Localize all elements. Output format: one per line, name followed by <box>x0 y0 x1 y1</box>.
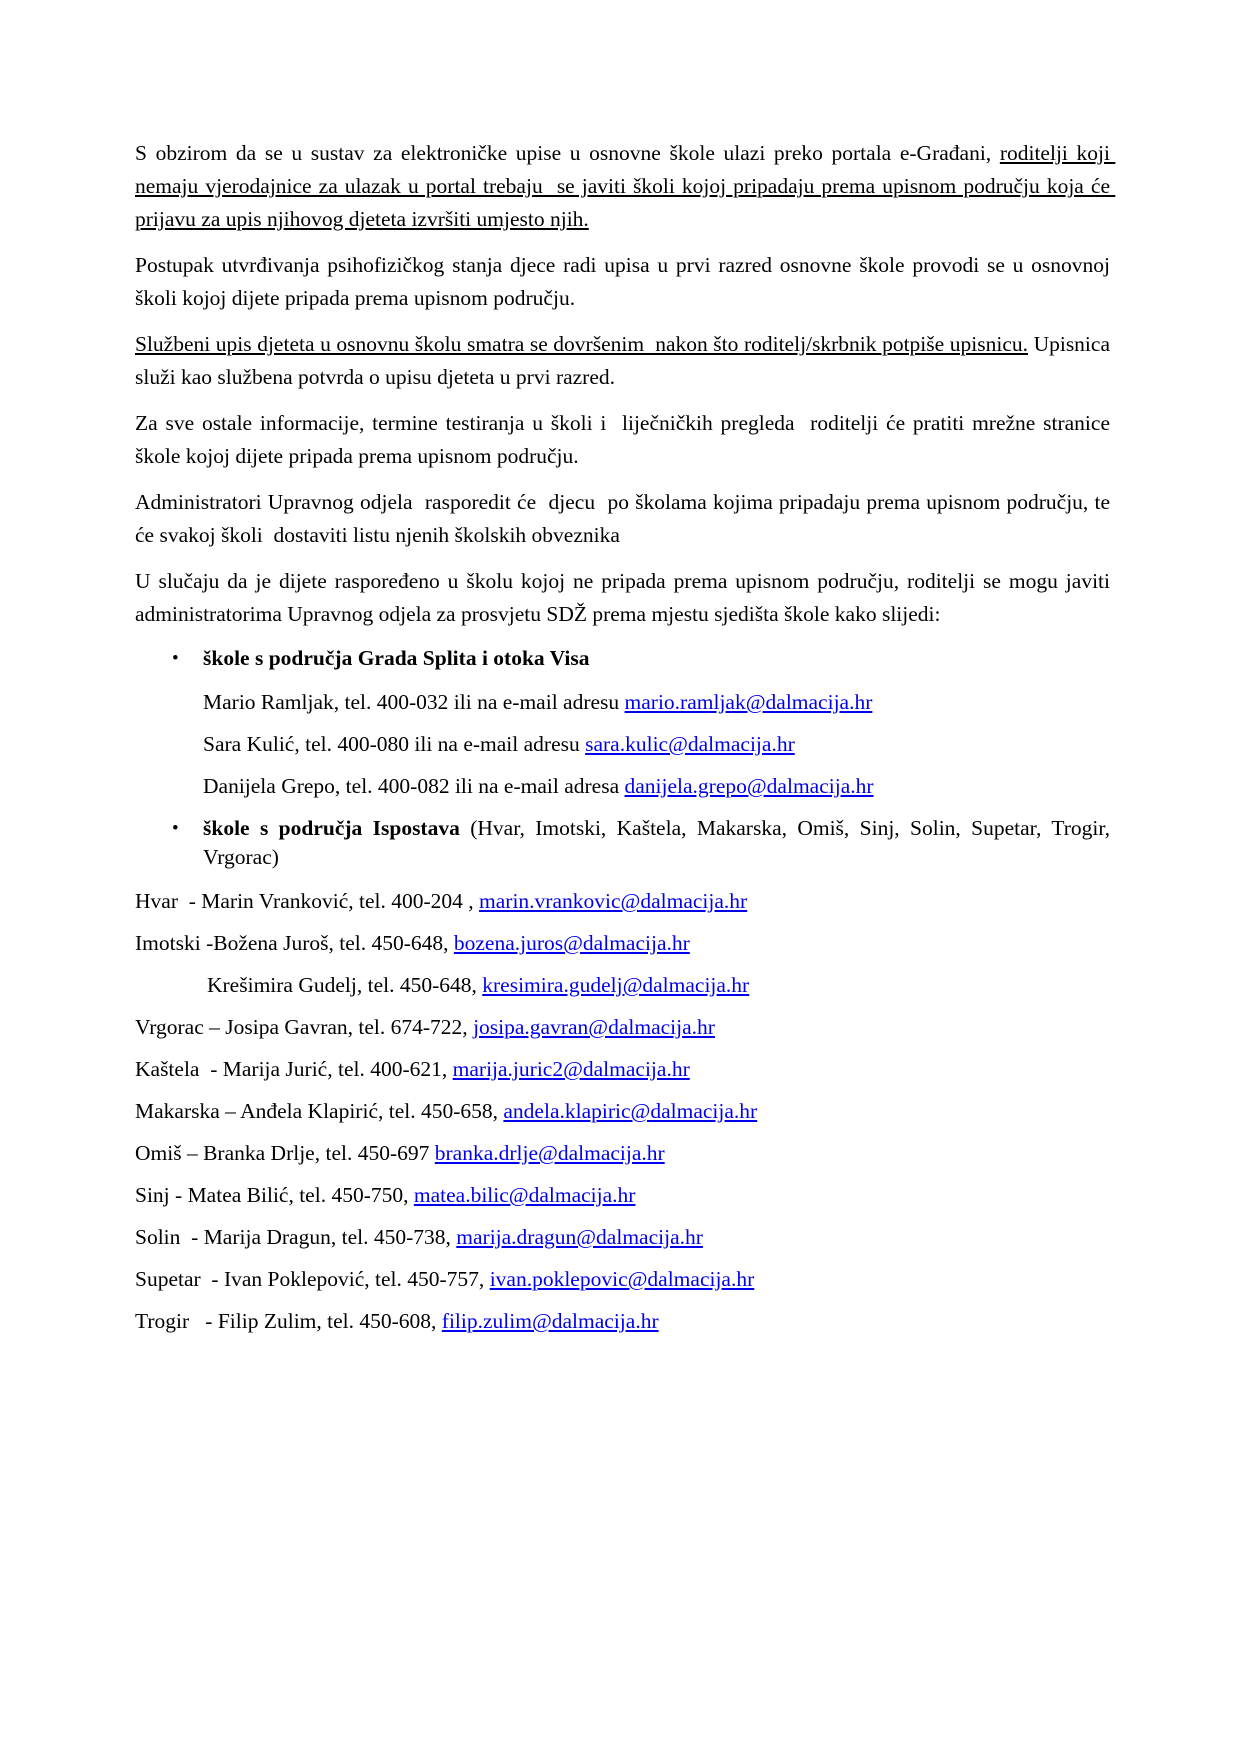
email-link[interactable]: filip.zulim@dalmacija.hr <box>441 1309 659 1333</box>
contact-text: Makarska – Anđela Klapirić, tel. 450-658, <box>135 1099 504 1123</box>
contact-line <box>203 688 1110 716</box>
bullet-text <box>203 814 1115 872</box>
contact-line <box>135 1223 1110 1251</box>
paragraph-administratori: Administratori Upravnog odjela rasporedit će djecu po školama kojima pripadaju prema upisnom području, te će svakoj školi dostaviti listu njenih školskih obveznika <box>135 490 1116 547</box>
contact-text: Krešimira Gudelj, tel. 450-648, <box>207 973 483 997</box>
contact-text: Vrgorac – Josipa Gavran, tel. 674-722, <box>135 1015 474 1039</box>
email-link[interactable]: ivan.poklepovic@dalmacija.hr <box>489 1267 755 1291</box>
bullet-list <box>135 644 1115 872</box>
contact-line <box>135 1139 1110 1167</box>
contact-text: Hvar - Marin Vranković, tel. 400-204 , <box>135 889 480 913</box>
bullet-item <box>135 644 1110 673</box>
email-link[interactable]: andela.klapiric@dalmacija.hr <box>503 1099 758 1123</box>
contact-line <box>135 1055 1110 1083</box>
contact-line <box>135 929 1110 957</box>
paragraph-intro-underlined-text: roditelji koji nemaju vjerodajnice za ulazak u portal trebaju se javiti školi kojoj pripadaju prema upisnom području koja će prijavu za upis njihovog djeteta izvršiti umjesto njih. <box>135 141 1116 231</box>
contact-line <box>135 1097 1110 1125</box>
paragraph-intro-text: S obzirom da se u sustav za elektroničke upise u osnovne škole ulazi preko portala e-Građani, <box>135 141 1000 165</box>
contact-text: Solin - Marija Dragun, tel. 450-738, <box>135 1225 457 1249</box>
paragraph-sluzbeni-upis-rest: Upisnica služi kao službena potvrda o upisu djeteta u prvi razred. <box>135 332 1116 389</box>
contact-line <box>135 887 1110 915</box>
contact-text: Mario Ramljak, tel. 400-032 ili na e-mail adresu <box>203 690 625 714</box>
email-link[interactable]: marija.dragun@dalmacija.hr <box>456 1225 703 1249</box>
contact-text: Supetar - Ivan Poklepović, tel. 450-757, <box>135 1267 490 1291</box>
bullet-text <box>203 644 1110 673</box>
email-link[interactable]: marija.juric2@dalmacija.hr <box>452 1057 690 1081</box>
contact-text: Trogir - Filip Zulim, tel. 450-608, <box>135 1309 442 1333</box>
contact-line <box>135 1265 1110 1293</box>
bullet-title: škole s područja Grada Splita i otoka Visa <box>203 646 590 670</box>
paragraph-u-slucaju: U slučaju da je dijete raspoređeno u školu kojoj ne pripada prema upisnom području, roditelji se mogu javiti administratorima Upravnog odjela za prosvjetu SDŽ prema mjestu sjedišta škole kako slijedi: <box>135 569 1116 626</box>
paragraph-intro <box>135 137 1116 236</box>
contact-text: Sara Kulić, tel. 400-080 ili na e-mail adresu <box>203 732 586 756</box>
contact-line <box>203 730 1110 758</box>
contact-text: Imotski -Božena Juroš, tel. 450-648, <box>135 931 454 955</box>
contact-line <box>203 772 1110 800</box>
branch-contact-list <box>135 887 1110 1335</box>
email-link[interactable]: danijela.grepo@dalmacija.hr <box>624 774 874 798</box>
contact-line <box>135 1307 1110 1335</box>
contact-text: Kaštela - Marija Jurić, tel. 400-621, <box>135 1057 453 1081</box>
paragraph-ostale-informacije: Za sve ostale informacije, termine testiranja u školi i liječničkih pregleda roditelji će pratiti mrežne stranice škole kojoj dijete pripada prema upisnom području. <box>135 411 1116 468</box>
bullet-icon: • <box>172 648 179 669</box>
email-link[interactable]: bozena.juros@dalmacija.hr <box>453 931 690 955</box>
email-link[interactable]: matea.bilic@dalmacija.hr <box>413 1183 636 1207</box>
bullet-item <box>135 814 1115 872</box>
paragraph-sluzbeni-upis-underlined-text: Službeni upis djeteta u osnovnu školu smatra se dovršenim nakon što roditelj/skrbnik potpiše upisnicu. <box>135 332 1028 356</box>
contact-text: Sinj - Matea Bilić, tel. 450-750, <box>135 1183 414 1207</box>
bullet-title: škole s područja Ispostava <box>203 816 460 840</box>
contact-text: Omiš – Branka Drlje, tel. 450-697 <box>135 1141 435 1165</box>
email-link[interactable]: josipa.gavran@dalmacija.hr <box>473 1015 715 1039</box>
bullet-icon: • <box>172 818 179 839</box>
email-link[interactable]: sara.kulic@dalmacija.hr <box>585 732 795 756</box>
bullet-title-rest: (Hvar, Imotski, Kaštela, Makarska, Omiš, Sinj, Solin, Supetar, Trogir, Vrgorac) <box>203 816 1115 869</box>
email-link[interactable]: mario.ramljak@dalmacija.hr <box>624 690 873 714</box>
paragraph-psihofizicko-stanje: Postupak utvrđivanja psihofizičkog stanja djece radi upisa u prvi razred osnovne škole provodi se u osnovnoj školi kojoj dijete pripada prema upisnom području. <box>135 253 1116 310</box>
contact-text: Danijela Grepo, tel. 400-082 ili na e-mail adresa <box>203 774 625 798</box>
email-link[interactable]: kresimira.gudelj@dalmacija.hr <box>482 973 750 997</box>
paragraph-sluzbeni-upis <box>135 328 1116 394</box>
contact-line <box>135 1181 1110 1209</box>
email-link[interactable]: branka.drlje@dalmacija.hr <box>434 1141 665 1165</box>
contact-line <box>207 971 1110 999</box>
email-link[interactable]: marin.vrankovic@dalmacija.hr <box>479 889 748 913</box>
contact-line <box>135 1013 1110 1041</box>
